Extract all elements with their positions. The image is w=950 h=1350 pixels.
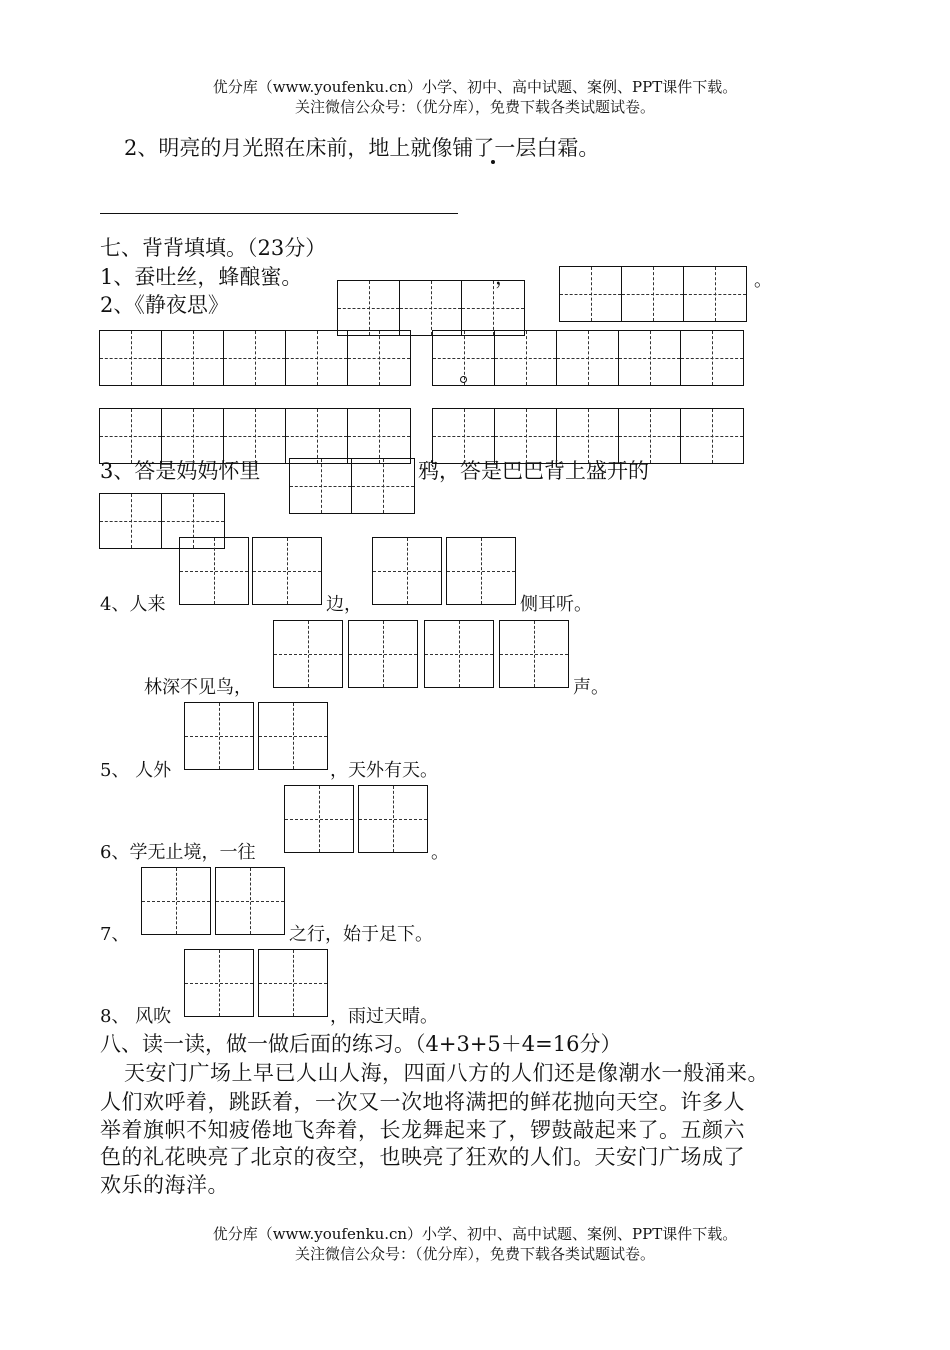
item7-text-a: 7、	[100, 924, 130, 945]
item4-text-d: 林深不见鸟，	[144, 677, 252, 698]
item1-end: 。	[754, 270, 772, 291]
passage-line-4: 色的礼花映亮了北京的夜空，也映亮了狂欢的人们。天安门广场成了	[100, 1145, 745, 1169]
item5-text-a: 5、 人外	[100, 760, 172, 781]
item3-grid-a[interactable]	[289, 458, 415, 514]
passage-line-5: 欢乐的海洋。	[100, 1173, 229, 1197]
item4-text-c: 侧耳听。	[520, 594, 592, 615]
item4-box-4[interactable]	[446, 537, 516, 605]
item2-title: 2、《静夜思》	[100, 293, 229, 317]
item8-text-b: ，雨过天晴。	[330, 1006, 438, 1027]
item6-box-2[interactable]	[358, 785, 428, 853]
header-line-2: 关注微信公众号：（优分库），免费下载各类试题试卷。	[294, 98, 655, 116]
item8-box-1[interactable]	[184, 949, 254, 1017]
answer-line[interactable]	[100, 213, 458, 214]
item3-text: 3、答是妈妈怀里	[100, 459, 261, 483]
item4-box-3[interactable]	[372, 537, 442, 605]
item4-box-5[interactable]	[273, 620, 343, 688]
emphasis-dot	[491, 160, 495, 164]
item5-text-b: ，天外有天。	[330, 760, 438, 781]
passage-line-1: 天安门广场上早已人山人海，四面八方的人们还是像潮水一般涌来。	[124, 1061, 769, 1085]
item4-box-1[interactable]	[179, 537, 249, 605]
item7-text-b: 之行，始于足下。	[289, 924, 433, 945]
item4-text-a: 4、人来	[100, 594, 166, 615]
item8-text-a: 8、 风吹	[100, 1006, 172, 1027]
item4-box-7[interactable]	[424, 620, 494, 688]
q2-sentence: 2、明亮的月光照在床前，地上就像铺了一层白霜。	[124, 136, 600, 160]
item5-box-1[interactable]	[184, 702, 254, 770]
item6-box-1[interactable]	[284, 785, 354, 853]
passage-line-3: 举着旗帜不知疲倦地飞奔着，长龙舞起来了，锣鼓敲起来了。五颜六	[100, 1118, 745, 1142]
item7-box-2[interactable]	[215, 867, 285, 935]
item8-box-2[interactable]	[258, 949, 328, 1017]
item3-mid-text: 鸦，答是巴巴背上盛开的	[418, 459, 649, 483]
section8-title: 八、读一读，做一做后面的练习。（4+3+5＋4=16分）	[100, 1032, 622, 1056]
item5-box-2[interactable]	[258, 702, 328, 770]
item4-text-b: 边，	[326, 594, 362, 615]
poem-line-2-grid[interactable]	[432, 330, 744, 386]
footer-line-2: 关注微信公众号：（优分库），免费下载各类试题试卷。	[294, 1245, 655, 1263]
poem-line-1-grid[interactable]	[99, 330, 411, 386]
item1-comma: ，	[495, 265, 516, 289]
poem-line-3-grid[interactable]	[99, 408, 411, 464]
header-line-1: 优分库（www.youfenku.cn）小学、初中、高中试题、案例、PPT课件下载。	[212, 78, 738, 96]
poem-period-mark	[460, 376, 467, 383]
item4-box-8[interactable]	[499, 620, 569, 688]
footer-line-1: 优分库（www.youfenku.cn）小学、初中、高中试题、案例、PPT课件下载。	[212, 1225, 738, 1243]
item1-grid-b[interactable]	[337, 280, 525, 336]
poem-line-4-grid[interactable]	[432, 408, 744, 464]
item4-box-2[interactable]	[252, 537, 322, 605]
item1-grid-a[interactable]	[559, 266, 747, 322]
passage-line-2: 人们欢呼着，跳跃着，一次又一次地将满把的鲜花抛向天空。许多人	[100, 1090, 745, 1114]
item1-text: 1、蚕吐丝，蜂酿蜜。	[100, 265, 303, 289]
item6-text-b: 。	[431, 842, 449, 863]
section7-title: 七、背背填填。（23分）	[100, 236, 327, 260]
item6-text-a: 6、学无止境，一往	[100, 842, 256, 863]
item7-box-1[interactable]	[141, 867, 211, 935]
item4-text-e: 声。	[573, 677, 609, 698]
item4-box-6[interactable]	[348, 620, 418, 688]
